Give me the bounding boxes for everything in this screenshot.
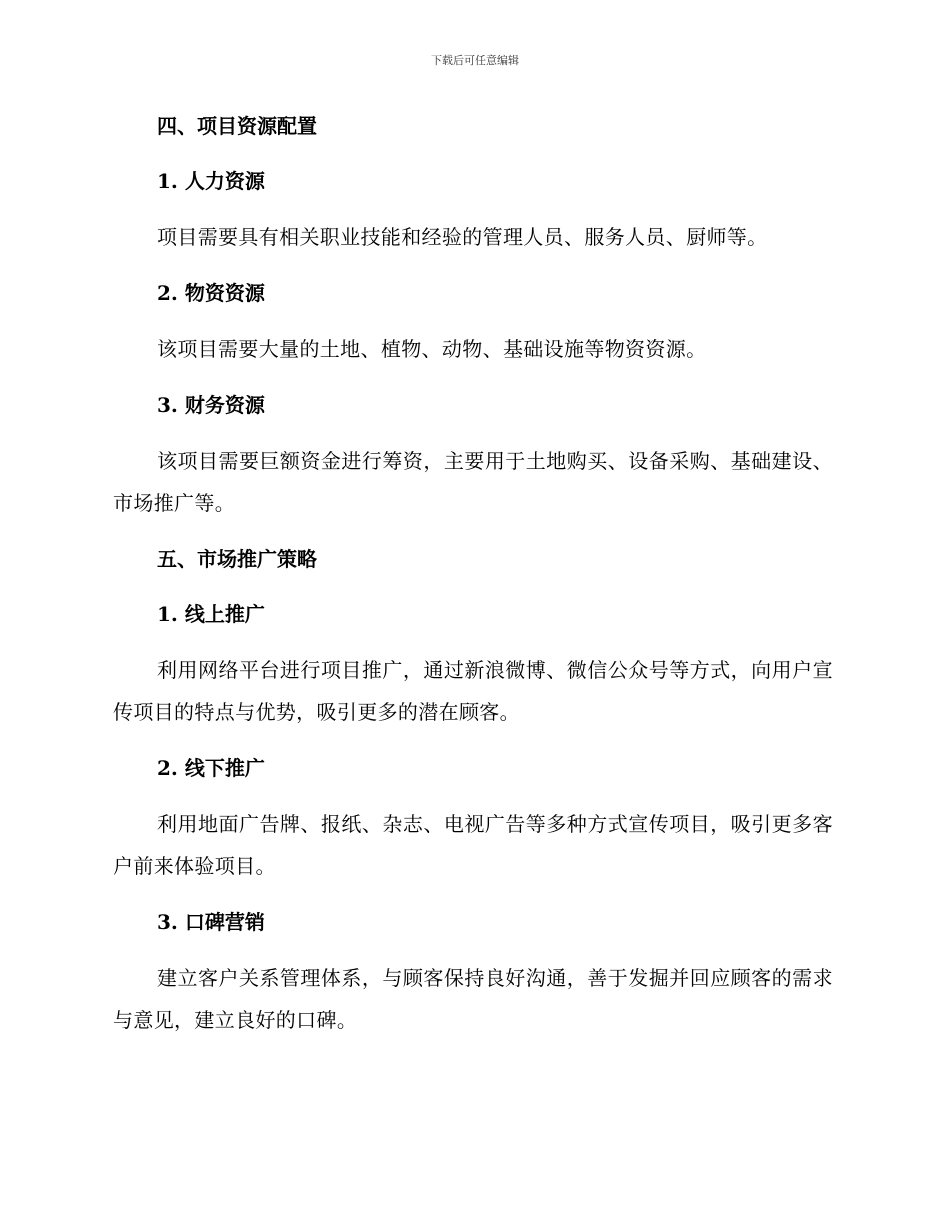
subheading-word-of-mouth: 3. 口碑营销 [157,910,265,934]
section-heading-resources: 四、项目资源配置 [157,114,317,138]
document-body [113,106,833,1056]
subheading-human-resources: 1. 人力资源 [157,169,265,193]
page-header-note: 下载后可任意编辑 [431,54,519,67]
subheading-financial-resources: 3. 财务资源 [157,393,265,417]
paragraph-word-of-mouth: 建立客户关系管理体系，与顾客保持良好沟通，善于发掘并回应顾客的需求与意见，建立良好的口碑。 [113,966,833,1032]
subheading-material-resources: 2. 物资资源 [157,281,265,305]
paragraph-human-resources: 项目需要具有相关职业技能和经验的管理人员、服务人员、厨师等。 [157,225,768,249]
paragraph-material-resources: 该项目需要大量的土地、植物、动物、基础设施等物资资源。 [157,337,707,361]
paragraph-financial-resources: 该项目需要巨额资金进行筹资，主要用于土地购买、设备采购、基础建设、市场推广等。 [113,449,833,515]
subheading-online-promotion: 1. 线上推广 [157,602,265,626]
paragraph-online-promotion: 利用网络平台进行项目推广，通过新浪微博、微信公众号等方式，向用户宣传项目的特点与优势，吸引更多的潜在顾客。 [113,658,833,724]
paragraph-offline-promotion: 利用地面广告牌、报纸、杂志、电视广告等多种方式宣传项目，吸引更多客户前来体验项目。 [113,812,833,878]
subheading-offline-promotion: 2. 线下推广 [157,756,265,780]
section-heading-marketing: 五、市场推广策略 [157,547,317,571]
